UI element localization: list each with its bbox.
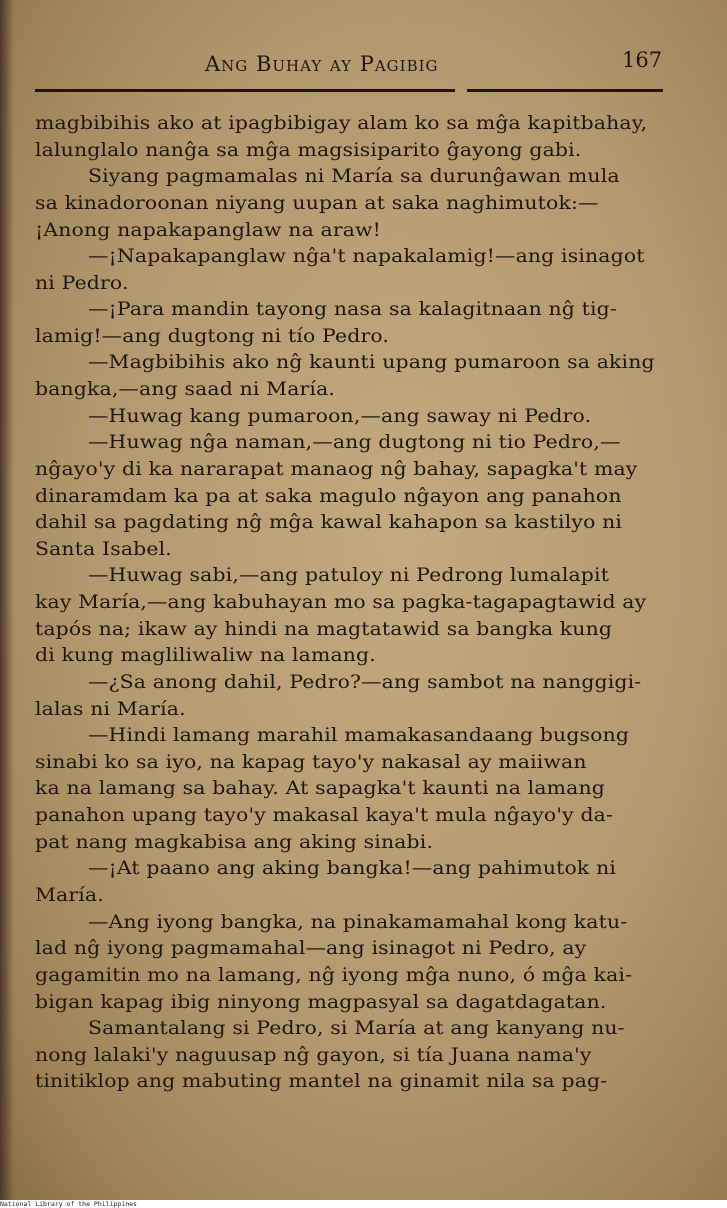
text-line: —Magbibihis ako nĝ kaunti upang pumaroon sa aking [88,352,655,373]
text-line: pat nang magkabisa ang aking sinabi. [35,832,434,853]
text-line: sinabi ko sa iyo, na kapag tayo'y nakasal ay maiiwan [35,752,587,773]
text-line: bangka,—ang saad ni María. [35,379,336,400]
text-line: tapós na; ikaw ay hindi na magtatawid sa bangka kung [35,619,613,640]
text-line: —Hindi lamang marahil mamakasandaang bugsong [88,725,630,746]
text-line: —Huwag nĝa naman,—ang dugtong ni tio Pedro,— [88,432,621,453]
text-line: María. [35,885,104,906]
text-line: lalunglalo nanĝa sa mĝa magsisiparito ĝayong gabi. [35,140,582,161]
text-line: lad nĝ iyong pagmamahal—ang isinagot ni Pedro, ay [35,938,587,959]
text-line: dinaramdam ka pa at saka magulo nĝayon ang panahon [35,486,622,507]
text-line: —¡Para mandin tayong nasa sa kalagitnaan nĝ tig- [88,299,617,320]
text-line: —Ang iyong bangka, na pinakamamahal kong katu- [88,912,628,933]
text-line: Samantalang si Pedro, si María at ang kanyang nu- [88,1018,625,1039]
text-line: magbibihis ako at ipagbibigay alam ko sa mĝa kapitbahay, [35,113,648,134]
text-line: ni Pedro. [35,273,129,294]
text-line: —Huwag kang pumaroon,—ang saway ni Pedro. [88,406,592,427]
text-line: ¡Anong napakapanglaw na araw! [35,220,382,241]
text-line: kay María,—ang kabuhayan mo sa pagka-tagapagtawid ay [35,592,647,613]
text-line: panahon upang tayo'y makasal kaya't mula nĝayo'y da- [35,805,614,826]
text-line: —¡Napakapanglaw nĝa't napakalamig!—ang isinagot [88,246,645,267]
library-footer: National Library of the Philippines [0,1200,727,1208]
text-line: —¿Sa anong dahil, Pedro?—ang sambot na nanggigi- [88,672,642,693]
text-line: di kung magliliwaliw na lamang. [35,645,376,666]
text-line: lamig!—ang dugtong ni tío Pedro. [35,326,390,347]
text-line: gagamitin mo na lamang, nĝ iyong mĝa nuno, ó mĝa kai- [35,965,633,986]
text-line: —Huwag sabi,—ang patuloy ni Pedrong lumalapit [88,565,610,586]
text-line: —¡At paano ang aking bangka!—ang pahimutok ni [88,858,617,879]
text-line: Santa Isabel. [35,539,172,560]
text-line: tinitiklop ang mabuting mantel na ginamit nila sa pag- [35,1071,608,1092]
text-line: ka na lamang sa bahay. At sapagka't kaunti na lamang [35,778,605,799]
running-head-title: Ang Buhay ay Pagibig [205,52,439,76]
page-number: 167 [622,48,663,72]
text-line: dahil sa pagdating nĝ mĝa kawal kahapon sa kastilyo ni [35,512,623,533]
text-line: lalas ni María. [35,699,186,720]
text-line: sa kinadoroonan niyang uupan at saka naghimutok:— [35,193,599,214]
text-line: nĝayo'y di ka nararapat manaog nĝ bahay, sapagka't may [35,459,638,480]
text-line: Siyang pagmamalas ni María sa durunĝawan mula [88,166,620,187]
text-line: nong lalaki'y naguusap nĝ gayon, si tía Juana nama'y [35,1045,592,1066]
text-line: bigan kapag ibig ninyong magpasyal sa dagatdagatan. [35,992,607,1013]
